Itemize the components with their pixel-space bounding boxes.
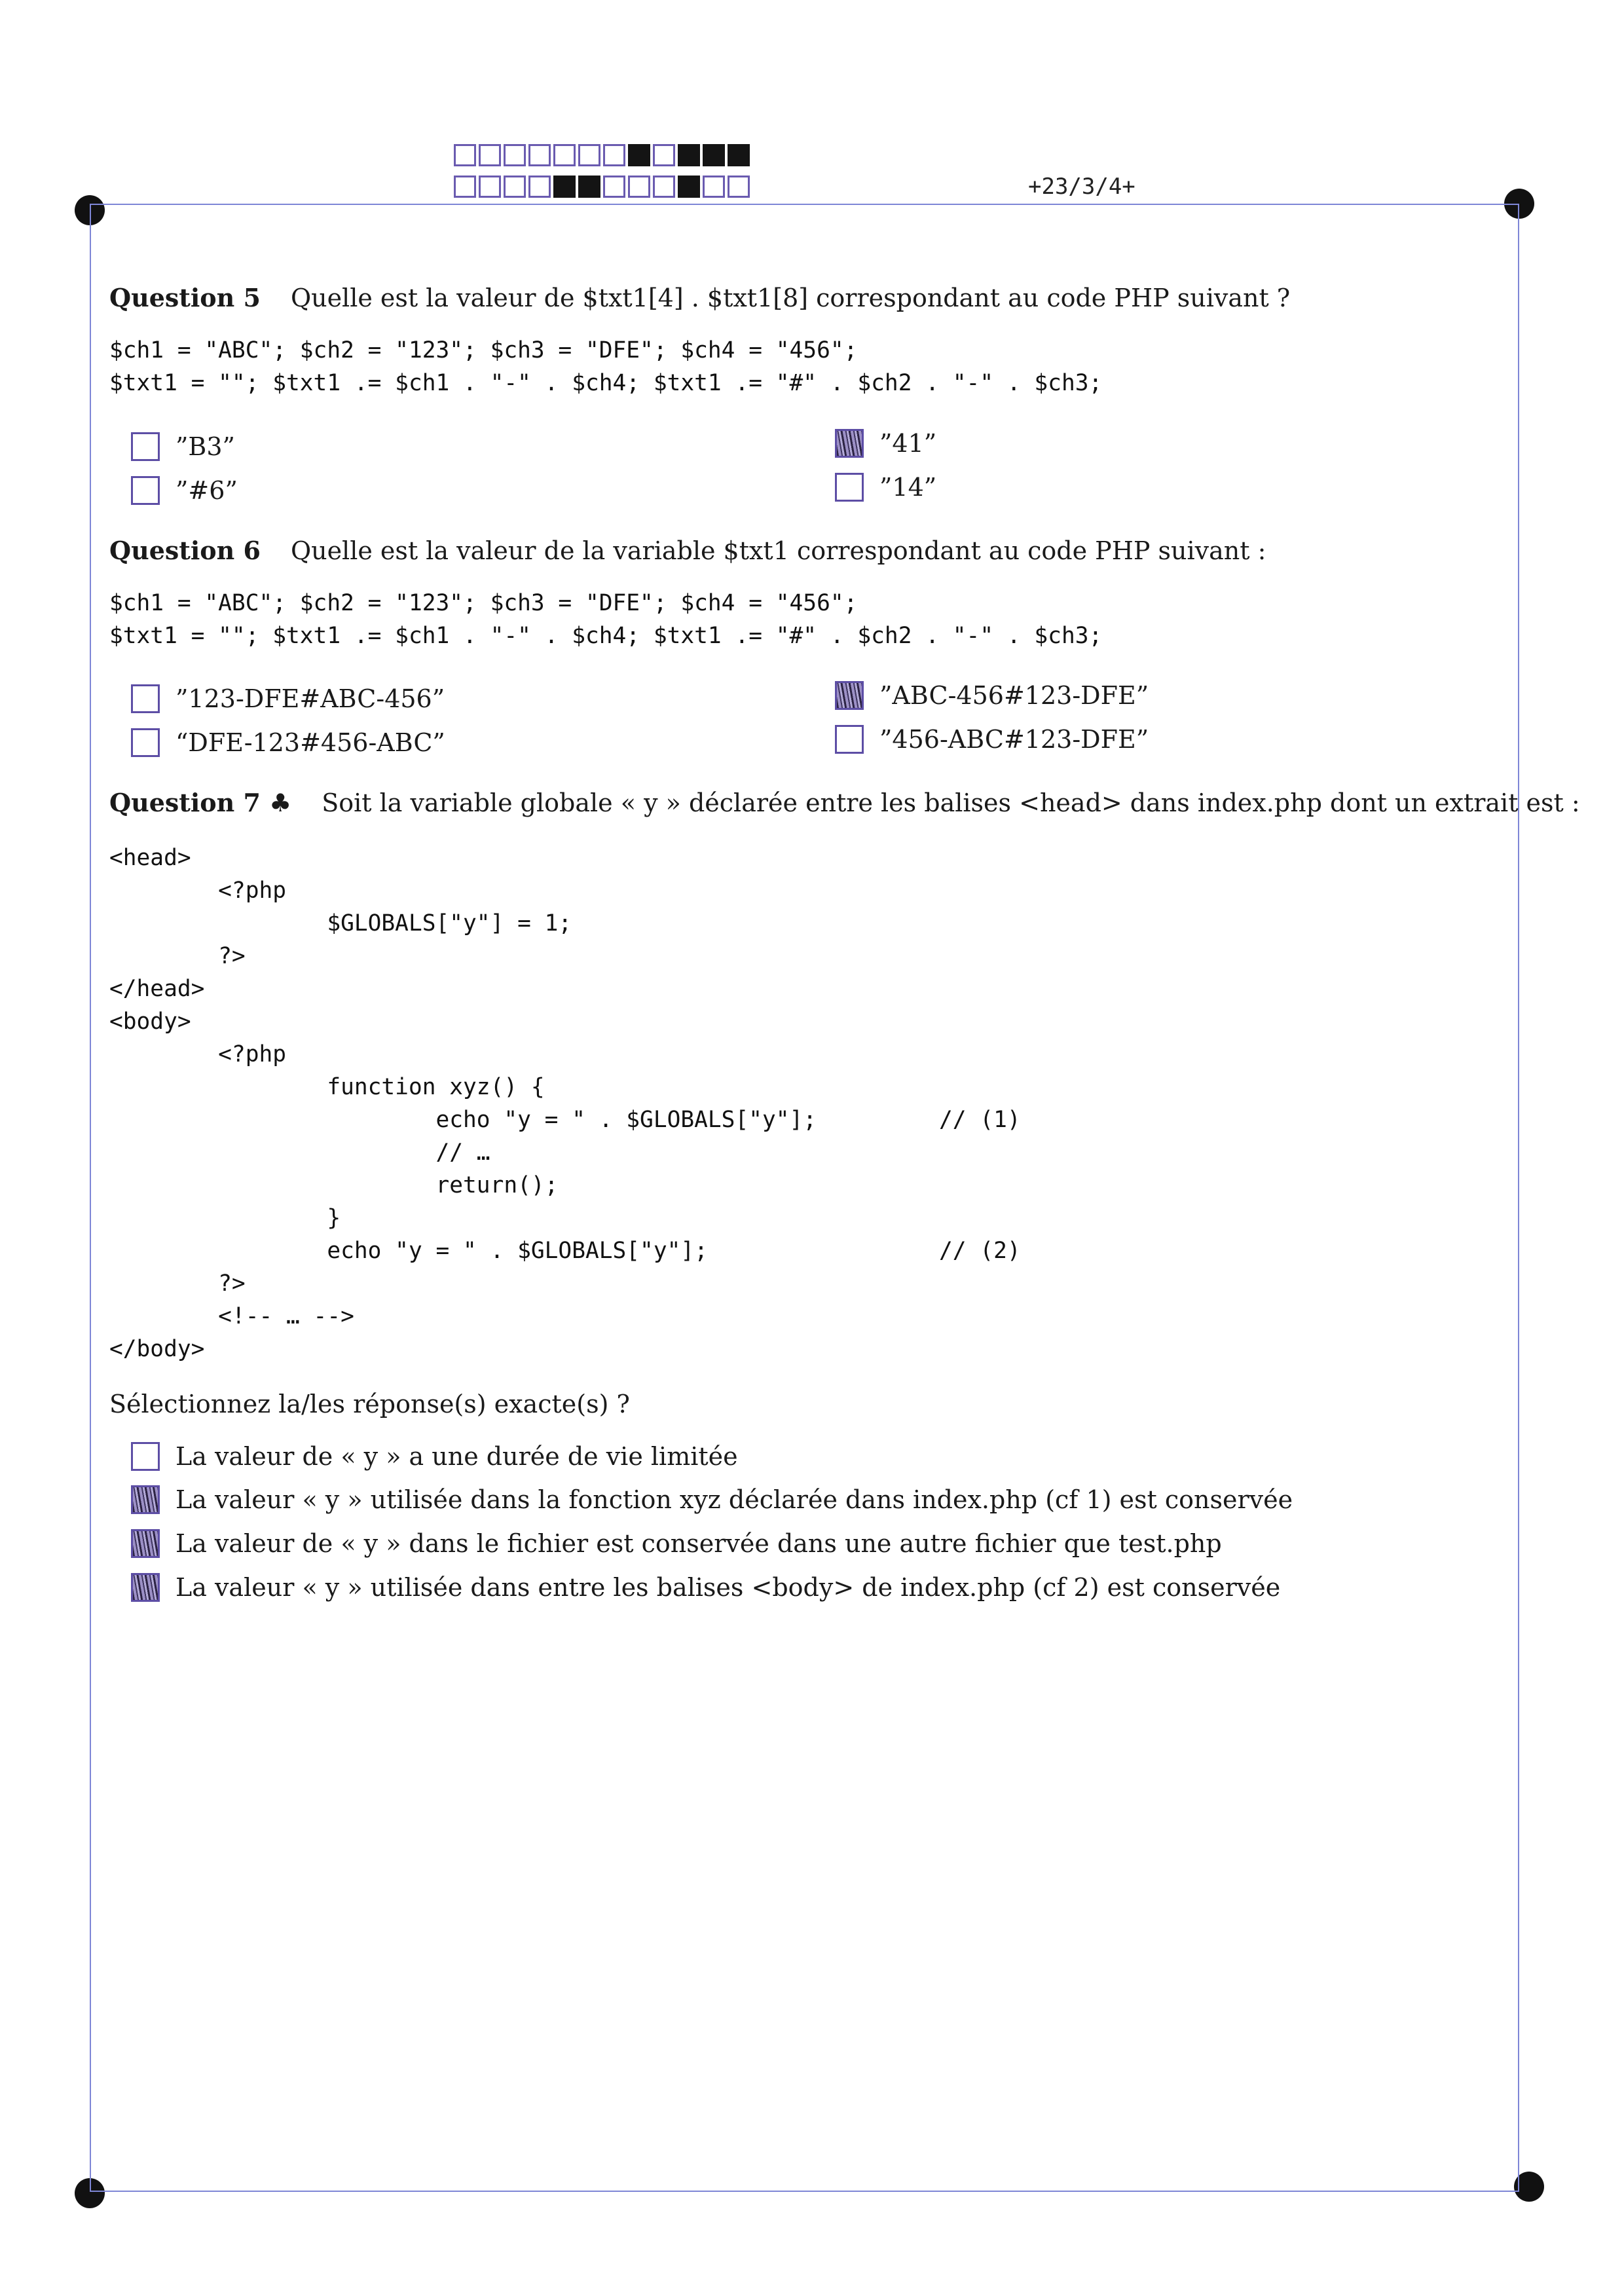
q5-option-4-label: ”14” — [879, 473, 937, 502]
q7-option-1[interactable] — [131, 1442, 738, 1471]
barcode-row-1 — [454, 144, 750, 166]
question-6-text: Quelle est la valeur de la variable $txt1 correspondant au code PHP suivant : — [290, 536, 1266, 565]
q7-option-4-label: La valeur « y » utilisée dans entre les balises <body> de index.php (cf 2) est conservée — [175, 1573, 1281, 1602]
question-5-heading — [109, 283, 1291, 312]
q5-option-2-label: ”41” — [879, 429, 937, 458]
q6-option-2[interactable] — [835, 681, 1149, 710]
barcode-row-2 — [454, 176, 750, 198]
q5-option-3-checkbox[interactable] — [131, 476, 160, 505]
question-6-label: Question 6 — [109, 536, 261, 565]
q6-option-4-label: ”456-ABC#123-DFE” — [879, 725, 1149, 754]
q7-option-2-checkbox[interactable] — [131, 1485, 160, 1514]
question-5-label: Question 5 — [109, 283, 261, 312]
q7-option-4-checkbox[interactable] — [131, 1573, 160, 1602]
question-7-text: Soit la variable globale « y » déclarée entre les balises <head> dans index.php dont un extrait est : — [322, 788, 1580, 817]
q6-option-2-label: ”ABC-456#123-DFE” — [879, 681, 1149, 710]
q6-option-3-label: “DFE-123#456-ABC” — [175, 728, 445, 757]
q5-option-3-label: ”#6” — [175, 476, 238, 505]
barcode-cell — [504, 144, 526, 166]
barcode-cell — [703, 176, 725, 198]
barcode-cell — [678, 144, 700, 166]
barcode-cell — [703, 144, 725, 166]
barcode-cell — [628, 144, 650, 166]
question-7-heading — [109, 790, 1580, 815]
barcode-cell — [628, 176, 650, 198]
barcode-cell — [553, 144, 576, 166]
barcode-cell — [528, 176, 551, 198]
barcode-cell — [479, 176, 501, 198]
q7-option-1-checkbox[interactable] — [131, 1442, 160, 1471]
q7-option-2[interactable] — [131, 1485, 1293, 1514]
question-6-code: $ch1 = "ABC"; $ch2 = "123"; $ch3 = "DFE"; $ch4 = "456"; $txt1 = ""; $txt1 .= $ch1 . "-" . $ch4; $txt1 .= "#" . $ch2 . "-" . $ch3; — [109, 590, 1103, 649]
barcode-cell — [678, 176, 700, 198]
q6-option-1[interactable] — [131, 684, 445, 713]
barcode-cell — [603, 176, 625, 198]
q5-option-1[interactable] — [131, 432, 235, 461]
q5-option-4[interactable] — [835, 473, 936, 502]
q7-option-2-label: La valeur « y » utilisée dans la fonction xyz déclarée dans index.php (cf 1) est conservée — [175, 1485, 1293, 1514]
question-7-code: <head> <?php $GLOBALS["y"] = 1; ?> </head> <body> <?php function xyz() { echo "y = " . $GLOBALS["y"]; // (1) // … return(); } echo "y = " . $GLOBALS["y"]; // (2) ?> <!-- … --> </body> — [109, 845, 1021, 1362]
q6-option-1-label: ”123-DFE#ABC-456” — [175, 684, 445, 713]
barcode-cell — [454, 144, 476, 166]
q7-option-3-label: La valeur de « y » dans le fichier est conservée dans une autre fichier que test.php — [175, 1529, 1222, 1558]
barcode-cell — [728, 144, 750, 166]
barcode-cell — [578, 144, 600, 166]
question-7-prompt: Sélectionnez la/les réponse(s) exacte(s) ? — [109, 1390, 630, 1418]
q6-option-3-checkbox[interactable] — [131, 728, 160, 757]
question-7-label: Question 7 ♣ — [109, 788, 292, 817]
q6-option-3[interactable] — [131, 728, 445, 757]
barcode-cell — [603, 144, 625, 166]
question-5-text: Quelle est la valeur de $txt1[4] . $txt1[8] correspondant au code PHP suivant ? — [290, 284, 1291, 312]
q7-option-3[interactable] — [131, 1529, 1222, 1558]
q5-option-3[interactable] — [131, 476, 238, 505]
question-5-code: $ch1 = "ABC"; $ch2 = "123"; $ch3 = "DFE"; $ch4 = "456"; $txt1 = ""; $txt1 .= $ch1 . "-" . $ch4; $txt1 .= "#" . $ch2 . "-" . $ch3; — [109, 337, 1103, 396]
q6-option-4-checkbox[interactable] — [835, 725, 864, 754]
q6-option-2-checkbox[interactable] — [835, 681, 864, 710]
barcode-cell — [653, 176, 675, 198]
q5-option-2[interactable] — [835, 429, 936, 458]
question-6-heading — [109, 538, 1266, 563]
q5-option-1-label: ”B3” — [175, 432, 235, 461]
q5-option-4-checkbox[interactable] — [835, 473, 864, 502]
q6-option-1-checkbox[interactable] — [131, 684, 160, 713]
barcode-cell — [528, 144, 551, 166]
barcode-cell — [728, 176, 750, 198]
q7-option-4[interactable] — [131, 1573, 1280, 1602]
barcode-cell — [504, 176, 526, 198]
barcode-cell — [479, 144, 501, 166]
barcode-cell — [553, 176, 576, 198]
q7-option-1-label: La valeur de « y » a une durée de vie limitée — [175, 1442, 738, 1471]
q7-option-3-checkbox[interactable] — [131, 1529, 160, 1558]
page-id-code: +23/3/4+ — [1028, 174, 1135, 200]
q5-option-2-checkbox[interactable] — [835, 429, 864, 458]
barcode-cell — [653, 144, 675, 166]
q6-option-4[interactable] — [835, 725, 1149, 754]
barcode-cell — [578, 176, 600, 198]
barcode-cell — [454, 176, 476, 198]
q5-option-1-checkbox[interactable] — [131, 432, 160, 461]
